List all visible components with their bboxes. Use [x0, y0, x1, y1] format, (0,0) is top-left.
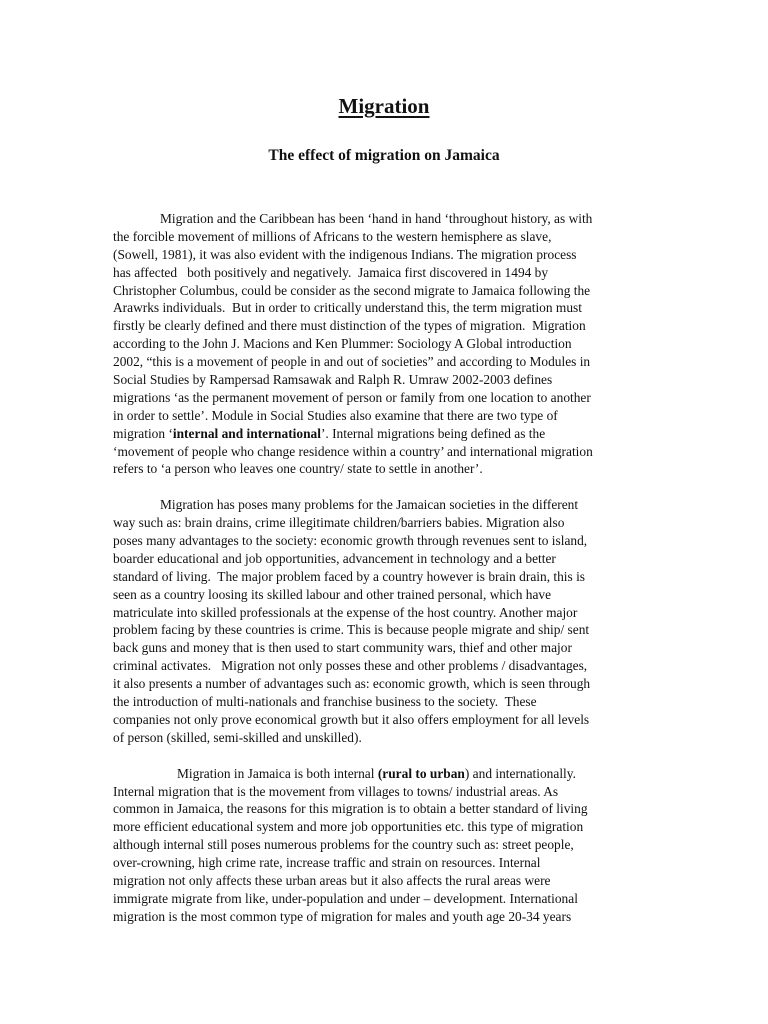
text-line: Social Studies by Rampersad Ramsawak and Ralph R. Umraw 2002-2003 defines [113, 372, 553, 388]
paragraph-3 [113, 765, 639, 926]
paragraph-1 [113, 210, 639, 478]
text-line: criminal activates. Migration not only posses these and other problems / disadvantages, [113, 658, 588, 674]
text-run: ) and internationally. [464, 765, 576, 781]
text-line: migrations ‘as the permanent movement of person or family from one location to another [113, 389, 591, 405]
text-line: firstly be clearly defined and there must distinction of the types of migration. Migration [113, 318, 586, 334]
text-line: problem facing by these countries is crime. This is because people migrate and ship/ sent [113, 622, 590, 638]
text-line: Migration has poses many problems for the Jamaican societies in the different [160, 497, 579, 513]
page-subtitle: The effect of migration on Jamaica [268, 147, 500, 164]
text-run: Migration in Jamaica is both internal [177, 765, 378, 781]
text-line: has affected both positively and negatively. Jamaica first discovered in 1494 by [113, 264, 549, 280]
text-run: ’. Internal migrations being defined as the [320, 425, 546, 441]
bold-term: (rural to urban [377, 765, 465, 781]
text-line: according to the John J. Macions and Ken Plummer: Sociology A Global introduction [113, 336, 572, 352]
text-line: seen as a country loosing its skilled labour and other trained personal, which have [113, 586, 552, 602]
document-body [113, 210, 639, 926]
text-line: migration is the most common type of migration for males and youth age 20-34 years [113, 908, 572, 924]
text-run: migration ‘ [113, 425, 173, 441]
text-line: migration not only affects these urban areas but it also affects the rural areas were [113, 872, 551, 888]
text-line [113, 765, 639, 783]
text-line: although internal still poses numerous problems for the country such as: street people, [113, 837, 574, 853]
text-line: matriculate into skilled professionals at the expense of the host country. Another major [113, 604, 578, 620]
text-line: more efficient educational system and more job opportunities etc. this type of migration [113, 819, 584, 835]
text-line: immigrate migrate from like, under-population and under – development. International [113, 890, 578, 906]
text-line: way such as: brain drains, crime illegitimate children/barriers babies. Migration also [113, 515, 565, 531]
text-line: Arawrks individuals. But in order to critically understand this, the term migration must [113, 300, 582, 316]
page-title: Migration [338, 94, 430, 118]
text-line: (Sowell, 1981), it was also evident with the indigenous Indians. The migration process [113, 246, 577, 262]
text-line: Internal migration that is the movement from villages to towns/ industrial areas. As [113, 783, 559, 799]
text-line: it also presents a number of advantages such as: economic growth, which is seen through [113, 676, 591, 692]
text-line: refers to ‘a person who leaves one country/ state to settle in another’. [113, 461, 483, 477]
paragraph-2 [113, 496, 639, 746]
text-line: standard of living. The major problem faced by a country however is brain drain, this is [113, 568, 586, 584]
text-line: Christopher Columbus, could be consider as the second migrate to Jamaica following the [113, 282, 591, 298]
text-line: of person (skilled, semi-skilled and unskilled). [113, 729, 362, 745]
text-line: the forcible movement of millions of Africans to the western hemisphere as slave, [113, 228, 552, 244]
text-line: companies not only prove economical growth but it also offers employment for all levels [113, 711, 590, 727]
text-line: Migration and the Caribbean has been ‘hand in hand ‘throughout history, as with [160, 211, 593, 226]
text-line: poses many advantages to the society: economic growth through revenues sent to island, [113, 533, 588, 549]
text-line: back guns and money that is then used to start community wars, thief and other major [113, 640, 572, 656]
text-line: ‘movement of people who change residence within a country’ and international migration [113, 443, 593, 459]
text-line: in order to settle’. Module in Social Studies also examine that there are two type of [113, 407, 558, 423]
text-line: 2002, “this is a movement of people in and out of societies” and according to Modules in [113, 354, 591, 370]
text-line: the introduction of multi-nationals and franchise business to the society. These [113, 694, 537, 710]
bold-term: internal and international [172, 425, 321, 441]
text-line: common in Jamaica, the reasons for this migration is to obtain a better standard of living [113, 801, 588, 817]
text-line: boarder educational and job opportunities, advancement in technology and a better [113, 550, 556, 566]
text-line [113, 425, 639, 443]
text-line: over-crowning, high crime rate, increase traffic and strain on resources. Internal [113, 855, 541, 871]
